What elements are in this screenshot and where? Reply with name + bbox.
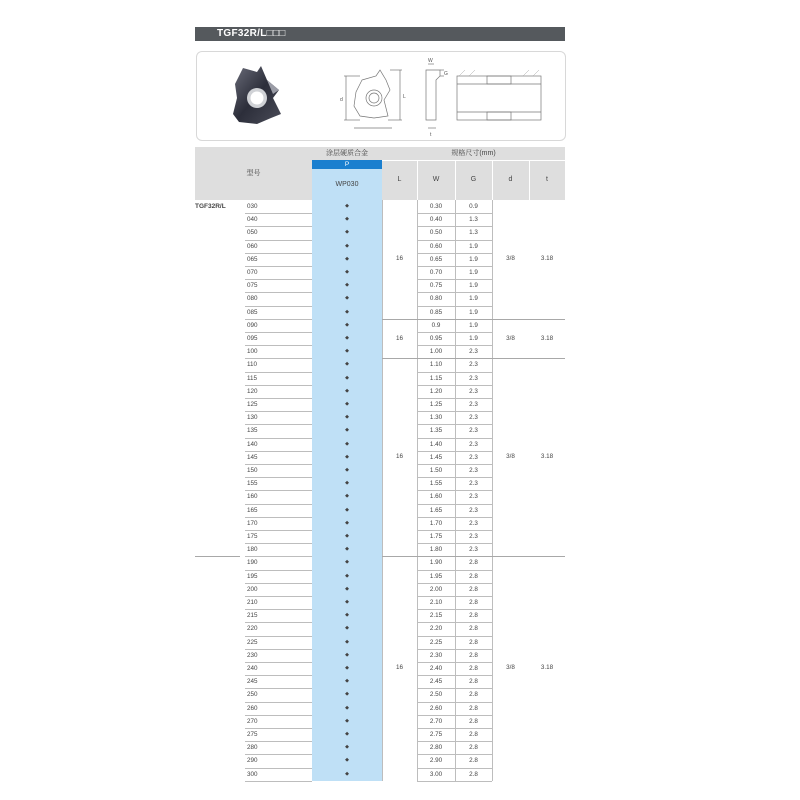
row-W: 2.50	[429, 691, 443, 699]
row-grade-mark: ◆	[345, 387, 349, 394]
row-W: 2.40	[429, 665, 443, 672]
row-W: 0.50	[429, 229, 443, 237]
row-grade-mark: ◆	[345, 519, 349, 526]
row-code: 165	[247, 506, 258, 514]
row-grade-mark: ◆	[345, 704, 349, 711]
row-W: 2.10	[429, 599, 443, 606]
row-G: 2.3	[469, 480, 478, 488]
row-G: 1.9	[469, 308, 478, 316]
row-G: 2.3	[469, 440, 478, 448]
row-code: 040	[247, 216, 258, 224]
row-G: 1.9	[469, 269, 478, 276]
row-grade-mark: ◆	[345, 612, 349, 619]
column-header-grade-p: P	[344, 161, 350, 168]
row-W: 2.80	[429, 744, 443, 752]
row-grade-mark: ◆	[345, 401, 349, 407]
row-G: 2.8	[469, 757, 478, 765]
row-W: 1.95	[429, 572, 443, 580]
row-grade-mark: ◆	[345, 599, 349, 605]
group-L: 16	[395, 664, 403, 672]
row-grade-mark: ◆	[345, 572, 349, 579]
row-code: 065	[247, 255, 258, 263]
row-grade-mark: ◆	[345, 269, 349, 275]
row-code: 280	[247, 744, 258, 752]
row-G: 1.9	[469, 282, 478, 290]
row-code: 090	[247, 321, 258, 329]
row-grade-mark: ◆	[345, 453, 349, 460]
row-code: 220	[247, 625, 258, 633]
group-t: 3.18	[540, 664, 554, 672]
row-W: 2.15	[429, 612, 443, 620]
row-W: 2.90	[429, 757, 443, 765]
row-code: 245	[247, 678, 258, 686]
row-code: 200	[247, 585, 258, 593]
row-code: 160	[247, 493, 258, 501]
row-grade-mark: ◆	[345, 295, 349, 302]
column-header-grade: WP030	[335, 181, 359, 188]
row-G: 0.9	[469, 203, 478, 210]
row-code: 030	[247, 203, 258, 210]
row-grade-mark: ◆	[345, 757, 349, 764]
series-name: TGF32R/L	[195, 203, 226, 210]
page-title: TGF32R/L□□□	[217, 28, 286, 39]
row-grade-mark: ◆	[345, 493, 349, 500]
row-G: 2.8	[469, 744, 478, 752]
row-code: 225	[247, 638, 258, 646]
row-W: 2.45	[429, 678, 443, 686]
dim-g-label: G	[444, 71, 448, 77]
row-W: 0.30	[429, 203, 443, 210]
row-G: 2.8	[469, 770, 478, 778]
row-G: 2.3	[469, 533, 478, 540]
row-code: 190	[247, 559, 258, 567]
row-code: 130	[247, 414, 258, 422]
row-code: 150	[247, 467, 258, 474]
row-code: 100	[247, 348, 258, 356]
row-grade-mark: ◆	[345, 242, 349, 249]
dim-d-label: d	[340, 97, 343, 103]
header-vline	[417, 160, 418, 200]
row-code: 270	[247, 717, 258, 725]
row-grade-mark: ◆	[345, 480, 349, 487]
row-W: 1.15	[429, 374, 443, 382]
row-grade-mark: ◆	[345, 255, 349, 262]
row-grade-mark: ◆	[345, 625, 349, 632]
row-G: 1.9	[469, 335, 478, 342]
row-W: 0.95	[429, 335, 443, 342]
row-code: 155	[247, 480, 258, 488]
row-code: 085	[247, 308, 258, 316]
row-G: 2.3	[469, 427, 478, 435]
group-L: 16	[395, 334, 403, 342]
row-grade-mark: ◆	[345, 414, 349, 421]
group-d: 3/8	[506, 664, 515, 672]
row-W: 2.60	[429, 704, 443, 712]
row-G: 1.9	[469, 295, 478, 303]
row-W: 1.70	[429, 519, 443, 527]
row-G: 2.8	[469, 678, 478, 686]
row-G: 1.9	[469, 321, 478, 329]
row-W: 0.75	[429, 282, 443, 290]
row-code: 195	[247, 572, 258, 580]
row-grade-mark: ◆	[345, 770, 349, 777]
row-G: 2.8	[469, 585, 478, 593]
row-code: 135	[247, 427, 258, 435]
row-G: 1.3	[469, 229, 478, 237]
row-G: 2.3	[469, 493, 478, 501]
row-grade-mark: ◆	[345, 348, 349, 355]
row-code: 125	[247, 401, 258, 408]
row-W: 1.55	[429, 480, 443, 488]
row-W: 1.10	[429, 361, 443, 369]
row-grade-mark: ◆	[345, 467, 349, 473]
row-code: 050	[247, 229, 258, 237]
row-code: 070	[247, 269, 258, 276]
row-grade-mark: ◆	[345, 546, 349, 553]
group-L: 16	[395, 453, 403, 461]
row-grade-mark: ◆	[345, 585, 349, 592]
row-W: 1.65	[429, 506, 443, 514]
diagram-panel	[196, 51, 566, 141]
row-grade-mark: ◆	[345, 282, 349, 289]
column-header-L: L	[397, 176, 402, 183]
column-line	[455, 200, 456, 781]
row-grade-mark: ◆	[345, 651, 349, 658]
row-W: 0.70	[429, 269, 443, 276]
row-G: 2.8	[469, 691, 478, 699]
row-G: 2.8	[469, 612, 478, 620]
row-G: 2.3	[469, 374, 478, 382]
row-grade-mark: ◆	[345, 691, 349, 698]
header-vline	[492, 160, 493, 200]
row-grade-mark: ◆	[345, 203, 349, 209]
header-line	[382, 160, 565, 161]
row-W: 1.90	[429, 559, 443, 567]
row-W: 0.85	[429, 308, 443, 316]
column-header-grade-group: 涂层硬质合金	[326, 150, 368, 157]
group-separator	[382, 319, 565, 320]
row-G: 2.3	[469, 348, 478, 356]
row-W: 3.00	[429, 770, 443, 778]
column-line	[417, 200, 418, 781]
row-W: 1.50	[429, 467, 443, 474]
group-t: 3.18	[540, 453, 554, 461]
group-separator-left	[195, 556, 240, 557]
column-header-dims-group: 规格尺寸(mm)	[451, 150, 496, 157]
row-grade-mark: ◆	[345, 308, 349, 315]
dim-t-label: t	[430, 132, 432, 138]
row-code: 110	[247, 361, 258, 369]
row-W: 1.30	[429, 414, 443, 422]
row-G: 1.9	[469, 255, 478, 263]
row-grade-mark: ◆	[345, 533, 349, 539]
row-W: 1.20	[429, 387, 443, 395]
row-W: 0.40	[429, 216, 443, 224]
group-d: 3/8	[506, 255, 515, 262]
row-W: 0.60	[429, 242, 443, 250]
row-W: 1.35	[429, 427, 443, 435]
row-grade-mark: ◆	[345, 361, 349, 368]
insert-front-view-drawing	[332, 56, 417, 136]
row-W: 2.30	[429, 651, 443, 659]
row-code: 290	[247, 757, 258, 765]
row-G: 2.3	[469, 546, 478, 554]
row-code: 080	[247, 295, 258, 303]
row-code: 145	[247, 453, 258, 461]
insert-side-view-drawing	[420, 56, 450, 138]
row-G: 2.8	[469, 599, 478, 606]
row-G: 2.8	[469, 638, 478, 646]
row-W: 1.60	[429, 493, 443, 501]
row-grade-mark: ◆	[345, 506, 349, 513]
row-code: 060	[247, 242, 258, 250]
row-grade-mark: ◆	[345, 665, 349, 671]
header-vline	[529, 160, 530, 200]
row-grade-mark: ◆	[345, 321, 349, 328]
group-d: 3/8	[506, 453, 515, 461]
row-grade-mark: ◆	[345, 427, 349, 434]
dim-l-label: L	[403, 94, 406, 100]
row-W: 2.70	[429, 717, 443, 725]
row-grade-mark: ◆	[345, 440, 349, 447]
row-W: 2.20	[429, 625, 443, 633]
row-grade-mark: ◆	[345, 229, 349, 236]
row-G: 2.3	[469, 361, 478, 369]
row-G: 2.3	[469, 519, 478, 527]
row-W: 1.00	[429, 348, 443, 356]
row-code: 120	[247, 387, 258, 395]
row-G: 1.3	[469, 216, 478, 224]
row-W: 2.25	[429, 638, 443, 646]
row-G: 2.8	[469, 665, 478, 672]
dim-w-label: W	[428, 58, 433, 64]
row-grade-mark: ◆	[345, 374, 349, 381]
row-G: 2.8	[469, 559, 478, 567]
group-L: 16	[395, 255, 403, 262]
row-grade-mark: ◆	[345, 559, 349, 566]
row-G: 2.3	[469, 414, 478, 422]
row-G: 2.3	[469, 467, 478, 474]
row-grade-mark: ◆	[345, 678, 349, 685]
row-grade-mark: ◆	[345, 335, 349, 341]
row-W: 2.00	[429, 585, 443, 593]
row-code: 260	[247, 704, 258, 712]
row-grade-mark: ◆	[345, 216, 349, 223]
group-t: 3.18	[540, 255, 554, 262]
column-header-t: t	[546, 176, 548, 183]
row-code: 180	[247, 546, 258, 554]
header-vline	[455, 160, 456, 200]
row-code: 170	[247, 519, 258, 527]
row-G: 2.8	[469, 651, 478, 659]
row-G: 2.8	[469, 704, 478, 712]
group-d: 3/8	[506, 334, 515, 342]
spec-table	[195, 147, 565, 778]
row-grade-mark: ◆	[345, 731, 349, 737]
row-code: 210	[247, 599, 258, 606]
row-G: 2.3	[469, 506, 478, 514]
group-t: 3.18	[540, 334, 554, 342]
row-W: 1.45	[429, 453, 443, 461]
row-G: 1.9	[469, 242, 478, 250]
row-code: 300	[247, 770, 258, 778]
row-code: 240	[247, 665, 258, 672]
row-G: 2.8	[469, 717, 478, 725]
row-W: 1.75	[429, 533, 443, 540]
group-separator	[382, 358, 565, 359]
insert-section-view-drawing	[453, 70, 545, 126]
row-code: 140	[247, 440, 258, 448]
row-code: 275	[247, 731, 258, 738]
row-W: 0.9	[431, 321, 441, 329]
row-W: 0.80	[429, 295, 443, 303]
row-G: 2.3	[469, 453, 478, 461]
insert-photo	[217, 58, 297, 138]
row-W: 1.80	[429, 546, 443, 554]
row-W: 1.25	[429, 401, 443, 408]
title-bar	[195, 27, 565, 41]
column-header-d: d	[508, 176, 513, 183]
row-code: 095	[247, 335, 258, 342]
row-G: 2.8	[469, 572, 478, 580]
column-header-W: W	[432, 176, 440, 183]
row-G: 2.8	[469, 731, 478, 738]
row-code: 230	[247, 651, 258, 659]
row-line	[417, 781, 492, 782]
row-W: 2.75	[429, 731, 443, 738]
row-code: 175	[247, 533, 258, 540]
row-grade-mark: ◆	[345, 717, 349, 724]
row-grade-mark: ◆	[345, 638, 349, 645]
row-code: 075	[247, 282, 258, 290]
row-G: 2.8	[469, 625, 478, 633]
row-G: 2.3	[469, 387, 478, 395]
row-W: 1.40	[429, 440, 443, 448]
row-code: 250	[247, 691, 258, 699]
row-W: 0.65	[429, 255, 443, 263]
row-code: 115	[247, 374, 258, 382]
row-code: 215	[247, 612, 258, 620]
column-header-model: 型号	[246, 170, 261, 177]
row-grade-mark: ◆	[345, 744, 349, 751]
group-separator	[382, 556, 565, 557]
column-header-G: G	[470, 176, 477, 183]
row-G: 2.3	[469, 401, 478, 408]
row-line	[245, 781, 312, 782]
